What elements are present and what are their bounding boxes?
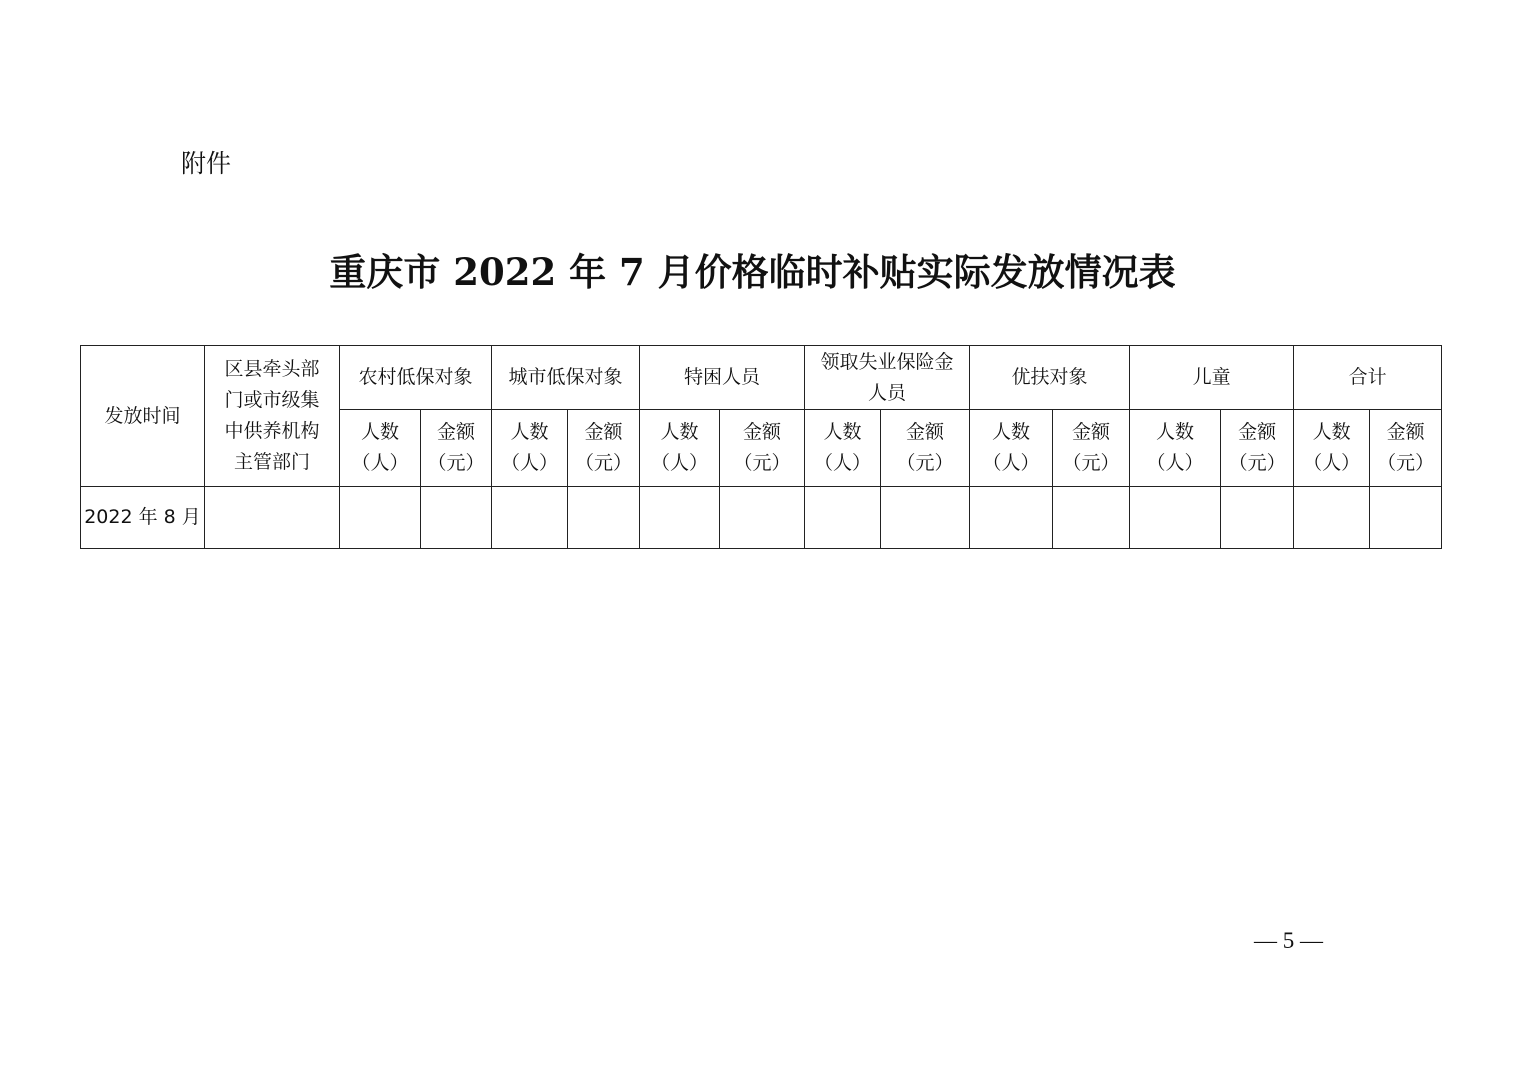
count-label: 人数 [992, 421, 1031, 443]
count-label: 人数 [660, 421, 699, 443]
subheader-amount [1370, 410, 1442, 487]
subheader-count [492, 410, 568, 487]
subheader-amount [881, 410, 970, 487]
subheader-count [1294, 410, 1370, 487]
header-group-preferential-care: 优扶对象 [970, 346, 1130, 410]
cell-urban-amount [568, 487, 640, 549]
subheader-amount [1053, 410, 1130, 487]
cell-unemployment-count [805, 487, 881, 549]
count-unit: （人） [1146, 452, 1204, 474]
header-group-extreme-poverty: 特困人员 [640, 346, 805, 410]
amount-label: 金额 [1238, 421, 1277, 443]
header-group-children: 儿童 [1130, 346, 1294, 410]
header-group-unemployment-text: 领取失业保险金人员 [820, 350, 954, 404]
count-label: 人数 [1156, 421, 1195, 443]
cell-care-amount [1053, 487, 1130, 549]
cell-total-count [1294, 487, 1370, 549]
amount-label: 金额 [584, 421, 623, 443]
count-label: 人数 [360, 421, 399, 443]
cell-rural-amount [421, 487, 492, 549]
amount-label: 金额 [1386, 421, 1425, 443]
document-title: 重庆市 2022 年 7 月价格临时补贴实际发放情况表 [329, 250, 1176, 294]
table-row [81, 487, 1442, 549]
page-number: — 5 — [1254, 928, 1323, 953]
header-row-groups [81, 346, 1442, 410]
cell-unemployment-amount [881, 487, 970, 549]
amount-unit: （元） [427, 452, 485, 474]
attachment-label: 附件 [181, 149, 232, 178]
cell-extreme-count [640, 487, 720, 549]
count-unit: （人） [501, 452, 559, 474]
count-label: 人数 [823, 421, 862, 443]
subheader-count [805, 410, 881, 487]
header-department-text: 区县牵头部门或市级集中供养机构主管部门 [224, 358, 320, 473]
subheader-amount [1221, 410, 1294, 487]
subheader-count [970, 410, 1053, 487]
cell-release-time: 2022 年 8 月 [81, 487, 205, 549]
cell-children-amount [1221, 487, 1294, 549]
cell-department [205, 487, 340, 549]
cell-rural-count [340, 487, 421, 549]
subheader-amount [720, 410, 805, 487]
cell-urban-count [492, 487, 568, 549]
count-unit: （人） [982, 452, 1040, 474]
header-group-rural-dibao: 农村低保对象 [340, 346, 492, 410]
count-unit: （人） [351, 452, 409, 474]
cell-care-count [970, 487, 1053, 549]
amount-label: 金额 [437, 421, 476, 443]
amount-label: 金额 [743, 421, 782, 443]
amount-unit: （元） [575, 452, 633, 474]
subheader-amount [421, 410, 492, 487]
count-unit: （人） [814, 452, 872, 474]
subheader-count [340, 410, 421, 487]
amount-unit: （元） [1062, 452, 1120, 474]
cell-total-amount [1370, 487, 1442, 549]
amount-unit: （元） [1377, 452, 1435, 474]
cell-extreme-amount [720, 487, 805, 549]
amount-label: 金额 [906, 421, 945, 443]
count-unit: （人） [1303, 452, 1361, 474]
amount-label: 金额 [1072, 421, 1111, 443]
count-unit: （人） [651, 452, 709, 474]
count-label: 人数 [510, 421, 549, 443]
amount-unit: （元） [896, 452, 954, 474]
amount-unit: （元） [733, 452, 791, 474]
cell-children-count [1130, 487, 1221, 549]
header-group-unemployment-insurance [805, 346, 970, 410]
subsidy-table [80, 345, 1442, 549]
header-group-total: 合计 [1294, 346, 1442, 410]
count-label: 人数 [1312, 421, 1351, 443]
amount-unit: （元） [1228, 452, 1286, 474]
subheader-count [640, 410, 720, 487]
header-release-time: 发放时间 [81, 346, 205, 487]
header-department [205, 346, 340, 487]
subheader-amount [568, 410, 640, 487]
header-group-urban-dibao: 城市低保对象 [492, 346, 640, 410]
subheader-count [1130, 410, 1221, 487]
